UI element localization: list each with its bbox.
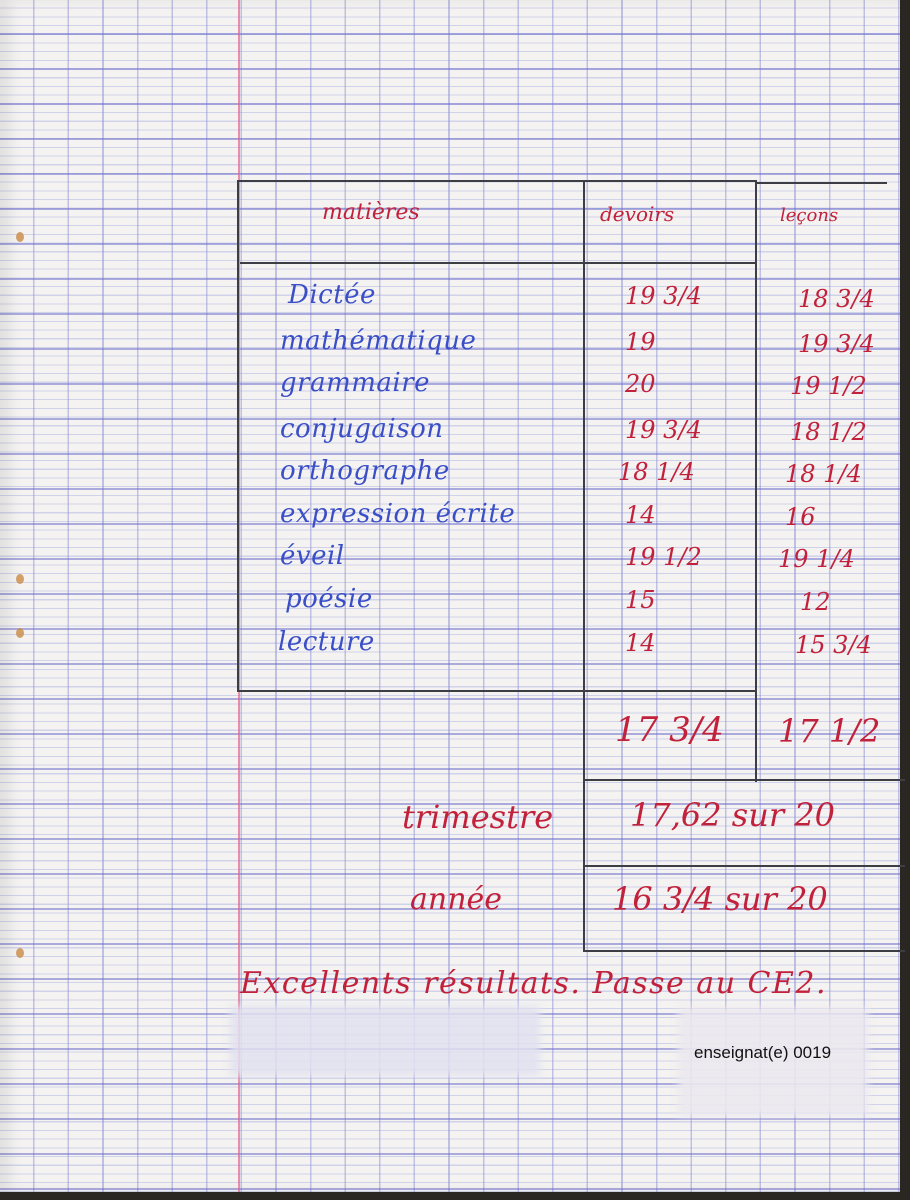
lecons-grade: 19 3/4 bbox=[798, 330, 875, 358]
subject-label: expression écrite bbox=[280, 499, 516, 529]
spine-mark bbox=[16, 948, 24, 958]
spine-mark bbox=[16, 628, 24, 638]
lecons-grade: 18 1/2 bbox=[790, 418, 867, 446]
header-devoirs: devoirs bbox=[600, 202, 675, 226]
devoirs-grade: 14 bbox=[625, 629, 656, 657]
subject-label: éveil bbox=[280, 541, 345, 571]
devoirs-grade: 19 3/4 bbox=[625, 282, 702, 310]
annee-value: 16 3/4 sur 20 bbox=[612, 880, 828, 918]
lecons-grade: 12 bbox=[800, 588, 831, 616]
lecons-grade: 18 1/4 bbox=[785, 460, 862, 488]
devoirs-grade: 19 1/2 bbox=[625, 543, 702, 571]
trimestre-value: 17,62 sur 20 bbox=[630, 796, 835, 834]
redacted-signature bbox=[230, 1006, 540, 1076]
annee-label: année bbox=[410, 882, 503, 917]
lecons-grade: 18 3/4 bbox=[798, 285, 875, 313]
teacher-comment: Excellents résultats. Passe au CE2. bbox=[240, 966, 828, 1001]
subject-label: mathématique bbox=[280, 326, 477, 356]
lecons-grade: 19 1/2 bbox=[790, 372, 867, 400]
lecons-grade: 16 bbox=[785, 503, 816, 531]
spine-mark bbox=[16, 232, 24, 242]
subject-label: grammaire bbox=[280, 368, 431, 398]
devoirs-grade: 19 bbox=[625, 328, 656, 356]
subject-label: orthographe bbox=[280, 456, 450, 486]
devoirs-grade: 15 bbox=[625, 586, 656, 614]
spine-mark bbox=[16, 574, 24, 584]
teacher-id-label: enseignat(e) 0019 bbox=[694, 1043, 832, 1062]
header-lecons: leçons bbox=[780, 205, 839, 226]
subject-label: lecture bbox=[278, 627, 375, 657]
subject-label: poésie bbox=[285, 584, 373, 614]
trimestre-label: trimestre bbox=[402, 798, 554, 836]
lecons-grade: 15 3/4 bbox=[795, 631, 872, 659]
subject-label: Dictée bbox=[288, 280, 376, 310]
devoirs-grade: 18 1/4 bbox=[618, 458, 695, 486]
average-lecons: 17 1/2 bbox=[778, 712, 881, 750]
lecons-grade: 19 1/4 bbox=[778, 545, 855, 573]
average-devoirs: 17 3/4 bbox=[615, 710, 724, 750]
devoirs-grade: 19 3/4 bbox=[625, 416, 702, 444]
header-matieres: matières bbox=[322, 200, 420, 225]
subject-label: conjugaison bbox=[280, 414, 444, 444]
devoirs-grade: 20 bbox=[625, 370, 656, 398]
devoirs-grade: 14 bbox=[625, 501, 656, 529]
